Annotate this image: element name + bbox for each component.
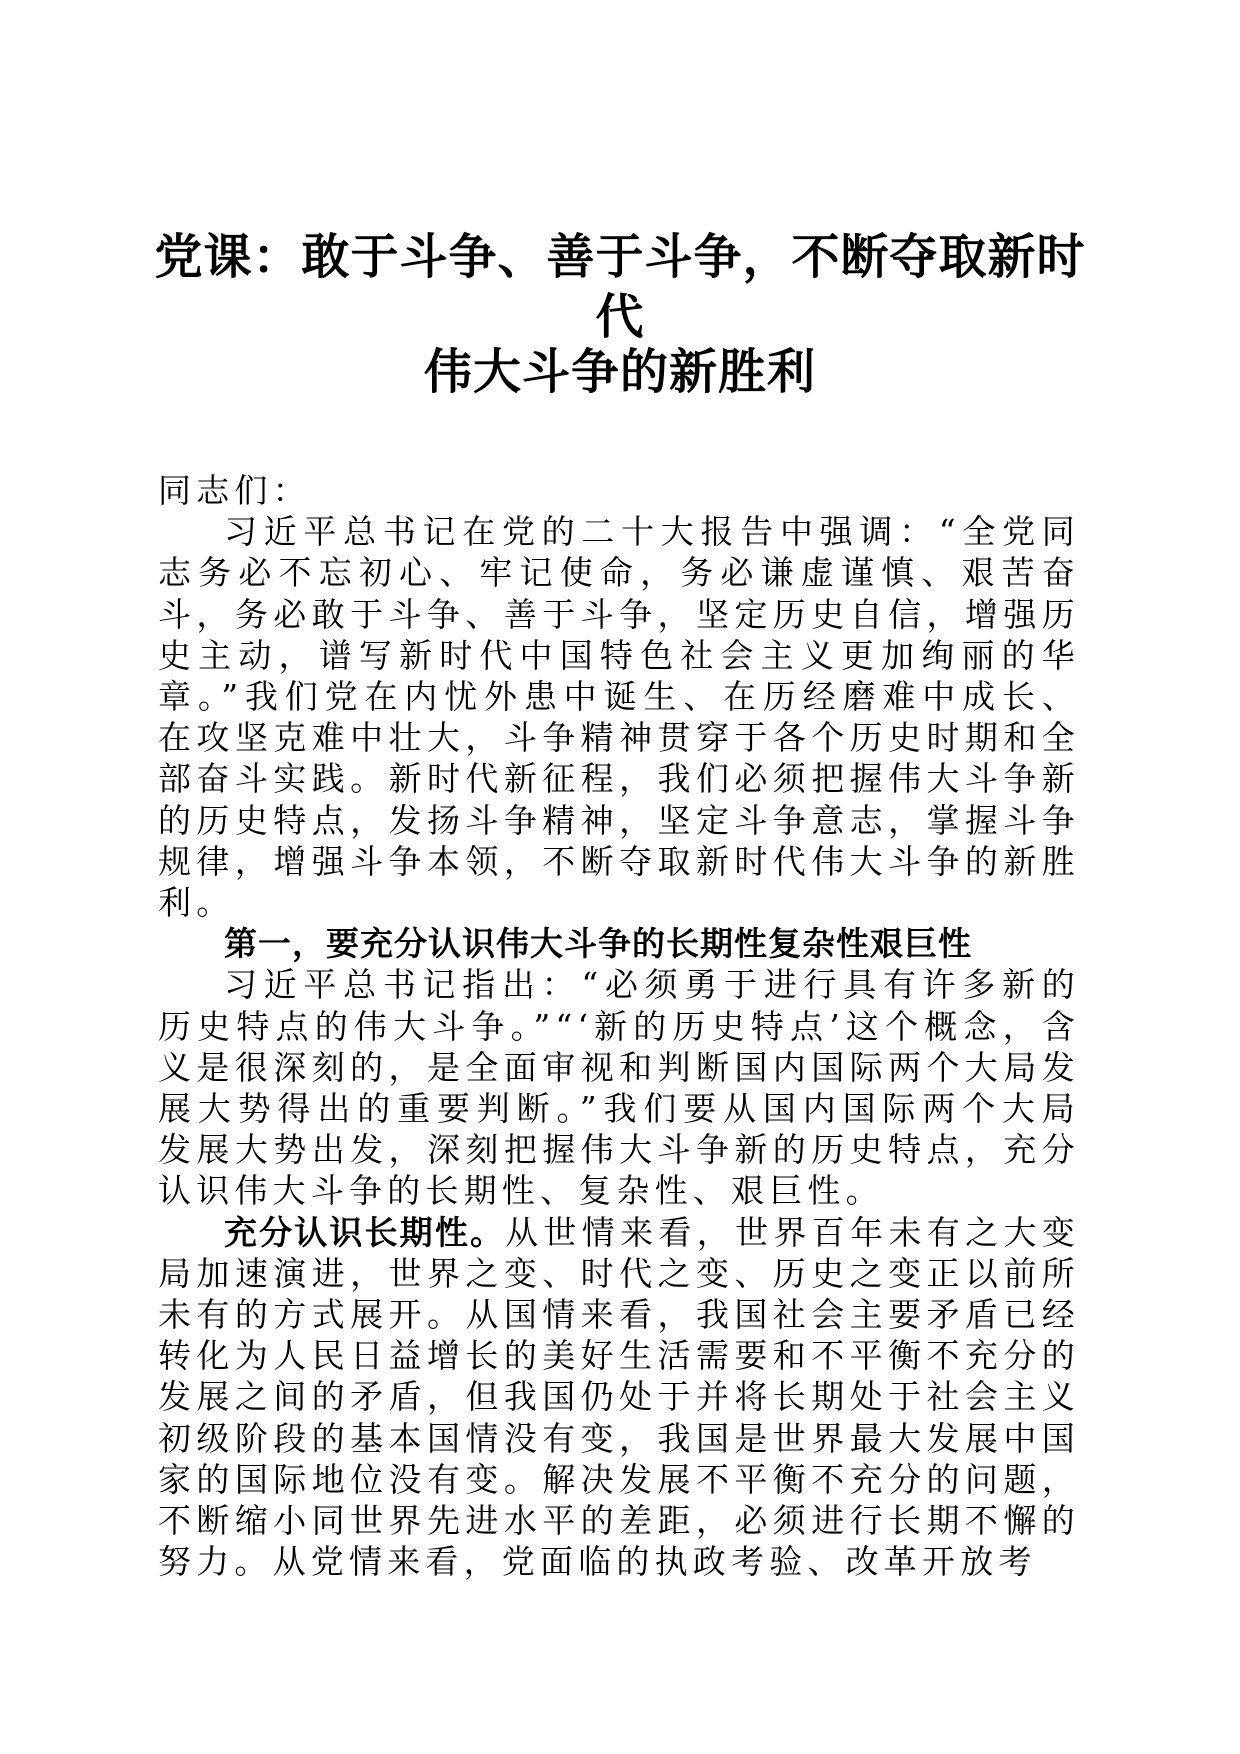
document-title-line-2: 伟大斗争的新胜利 (423, 344, 816, 400)
paragraph-3-text: 从世情来看，世界百年未有之大变局加速演进，世界之变、时代之变、历史之变正以前所未有的方式展开。从国情来看，我国社会主要矛盾已经转化为人民日益增长的美好生活需要和不平衡不充分的发展之间的矛盾，但我国仍处于并将长期处于社会主义初级阶段的基本国情没有变，我国是世界最大发展中国家的国际地位没有变。解决发展不平衡不充分的问题，不断缩小同世界先进水平的差距，必须进行长期不懈的努力。从党情来看，党面临的执政考验、改革开放考 (158, 1212, 1081, 1582)
paragraph-2: 习近平总书记指出：“必须勇于进行具有许多新的历史特点的伟大斗争。”“‘新的历史特点’这个概念，含义是很深刻的，是全面审视和判断国内国际两个大局发展大势得出的重要判断。”我们要从国内国际两个大局发展大势出发，深刻把握伟大斗争新的历史特点，充分认识伟大斗争的长期性、复杂性、艰巨性。 (158, 965, 1080, 1211)
paragraph-3 (158, 1212, 1080, 1583)
salutation: 同志们： (158, 471, 311, 510)
document-title-line-1: 党课：敢于斗争、善于斗争，不断夺取新时代 (154, 229, 1086, 345)
paragraph-1: 习近平总书记在党的二十大报告中强调：“全党同志务必不忘初心、牢记使命，务必谦虚谨慎、艰苦奋斗，务必敢于斗争、善于斗争，坚定历史自信，增强历史主动，谱写新时代中国特色社会主义更加绚丽的华章。”我们党在内忧外患中诞生、在历经磨难中成长、在攻坚克难中壮大，斗争精神贯穿于各个历史时期和全部奋斗实践。新时代新征程，我们必须把握伟大斗争新的历史特点，发扬斗争精神，坚定斗争意志，掌握斗争规律，增强斗争本领，不断夺取新时代伟大斗争的新胜利。 (158, 512, 1080, 923)
paragraph-3-lead: 充分认识长期性。 (224, 1212, 506, 1252)
section-heading-1: 第一，要充分认识伟大斗争的长期性复杂性艰巨性 (224, 924, 972, 964)
document-body (158, 470, 1080, 1582)
